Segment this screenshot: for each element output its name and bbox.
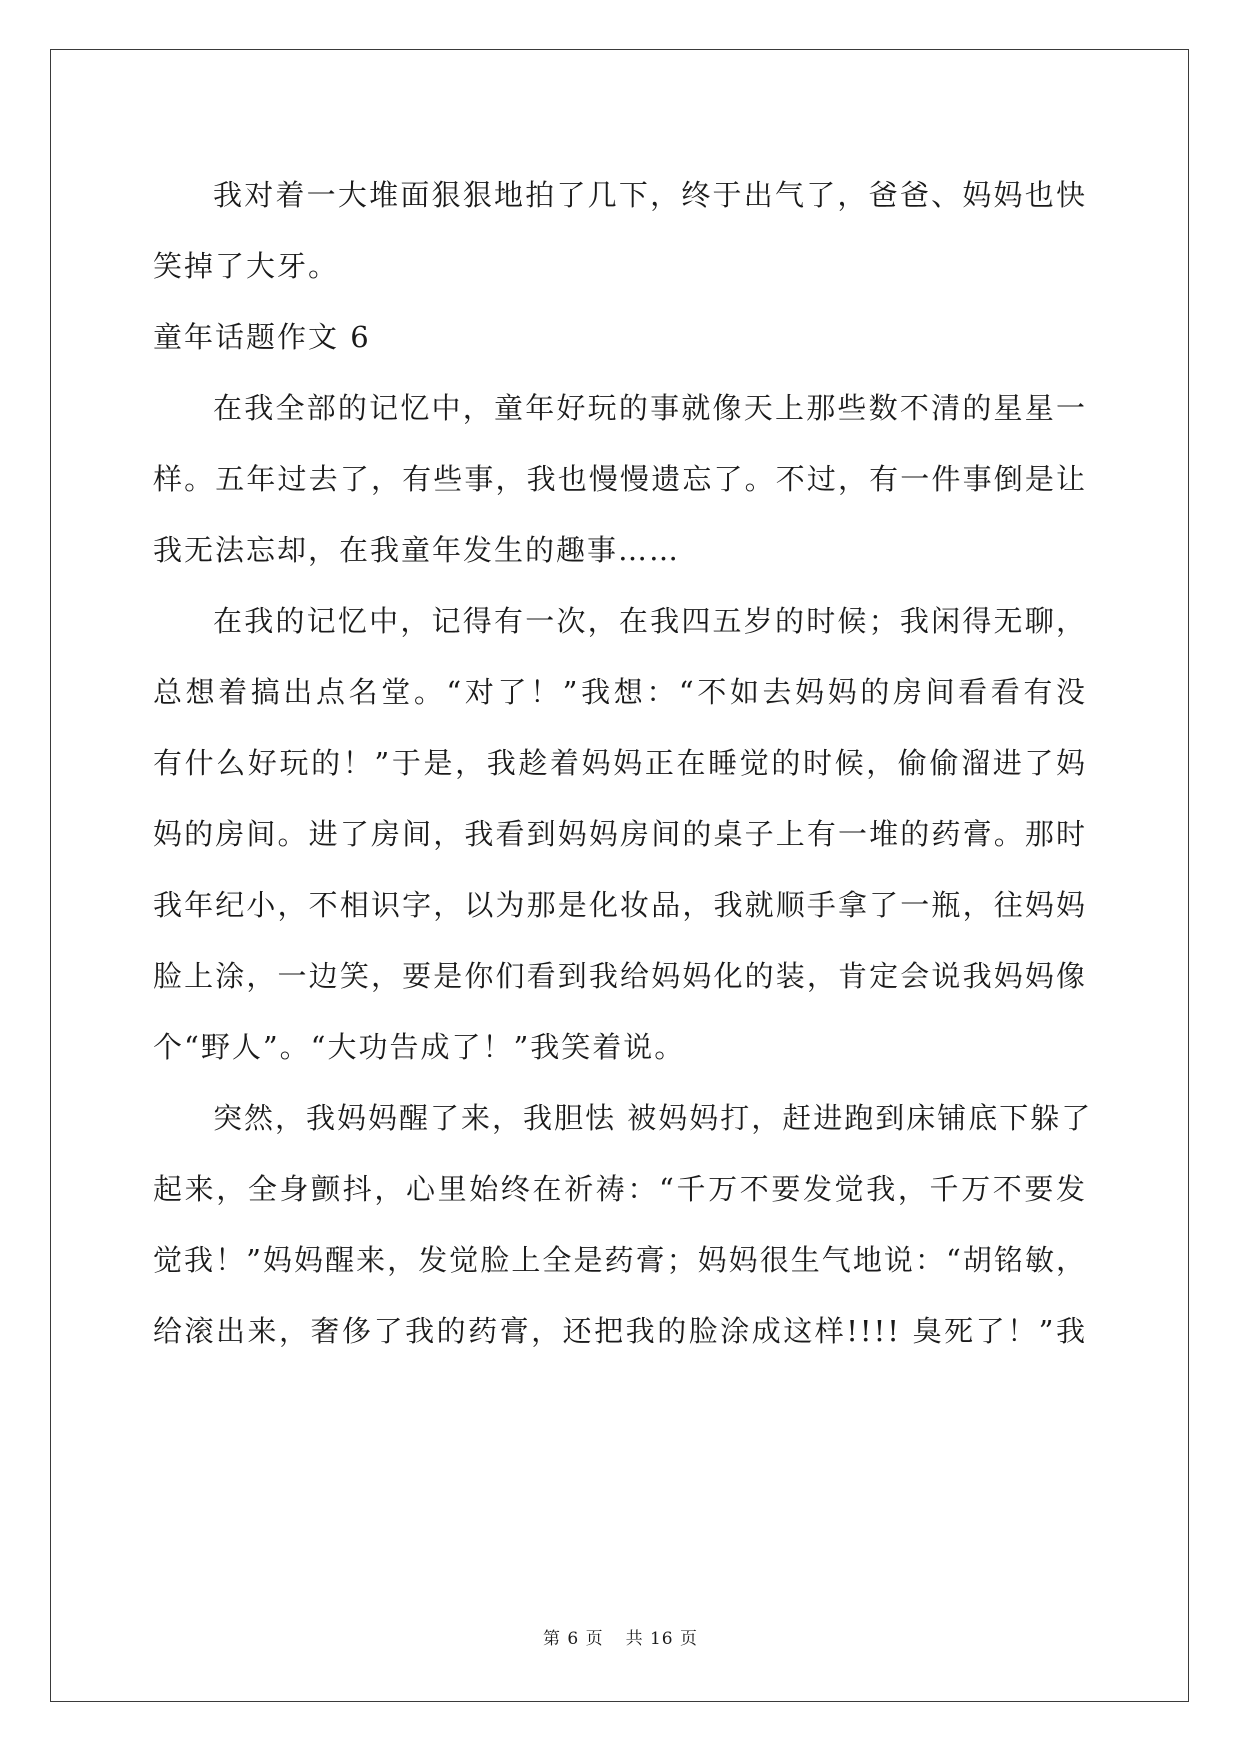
text-line: 突然，我妈妈醒了来，我胆怯 被妈妈打，赶进跑到床铺底下躲了	[213, 1101, 1093, 1135]
text-line: 有什么好玩的！”于是，我趁着妈妈正在睡觉的时候，偷偷溜进了妈	[153, 746, 1087, 780]
section-heading: 童年话题作文 6	[153, 320, 371, 354]
text-line: 脸上涂，一边笑，要是你们看到我给妈妈化的装，肯定会说我妈妈像	[153, 959, 1087, 993]
text-line: 觉我！”妈妈醒来，发觉脸上全是药膏；妈妈很生气地说：“胡铭敏，	[153, 1243, 1087, 1277]
page-footer	[0, 1624, 1241, 1649]
text-line: 我对着一大堆面狠狠地拍了几下，终于出气了，爸爸、妈妈也快	[213, 178, 1087, 212]
text-line: 我无法忘却，在我童年发生的趣事……	[153, 533, 681, 567]
text-line: 给滚出来，奢侈了我的药膏，还把我的脸涂成这样!!!! 臭死了！”我	[153, 1314, 1087, 1348]
text-line: 我年纪小，不相识字，以为那是化妆品，我就顺手拿了一瓶，往妈妈	[153, 888, 1087, 922]
page-number: 第 6 页	[542, 1629, 604, 1649]
text-line: 个“野人”。“大功告成了！”我笑着说。	[153, 1030, 686, 1064]
text-line: 妈的房间。进了房间，我看到妈妈房间的桌子上有一堆的药膏。那时	[153, 817, 1087, 851]
text-line: 笑掉了大牙。	[153, 249, 340, 283]
text-line: 总想着搞出点名堂。“对了！”我想：“不如去妈妈的房间看看有没	[153, 675, 1087, 709]
document-body	[153, 160, 1093, 1367]
text-line: 起来，全身颤抖，心里始终在祈祷：“千万不要发觉我，千万不要发	[153, 1172, 1087, 1206]
text-line: 在我全部的记忆中，童年好玩的事就像天上那些数不清的星星一	[213, 391, 1087, 425]
page-total: 共 16 页	[625, 1629, 699, 1649]
text-line: 样。五年过去了，有些事，我也慢慢遗忘了。不过，有一件事倒是让	[153, 462, 1087, 496]
text-line: 在我的记忆中，记得有一次，在我四五岁的时候；我闲得无聊，	[213, 604, 1087, 638]
